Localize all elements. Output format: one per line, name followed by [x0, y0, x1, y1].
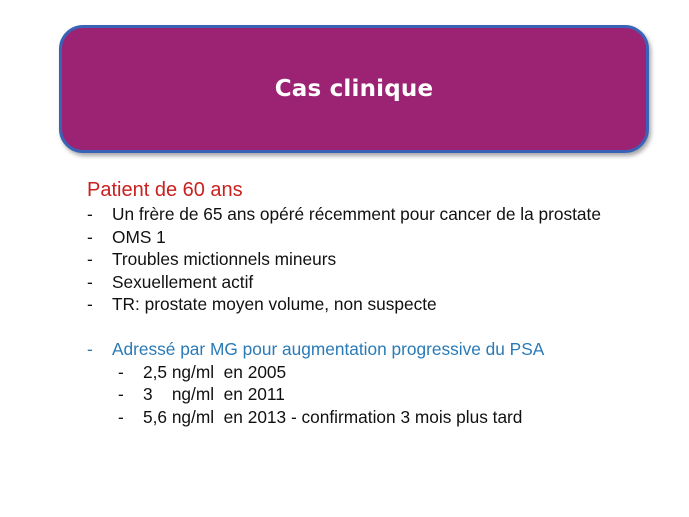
- list-item: - TR: prostate moyen volume, non suspecte: [87, 294, 437, 315]
- title-box: [59, 25, 649, 153]
- psa-value-item: - 5,6 ng/ml en 2013 - confirmation 3 mois plus tard: [118, 406, 523, 427]
- list-item: - OMS 1: [87, 226, 166, 247]
- psa-value-item: - 3 ng/ml en 2011: [118, 384, 285, 405]
- dash-bullet-icon: -: [87, 294, 93, 315]
- slide-title: Cas clinique: [274, 76, 434, 102]
- dash-bullet-icon: -: [118, 406, 124, 427]
- list-item: - Troubles mictionnels mineurs: [87, 249, 337, 270]
- dash-bullet-icon: -: [87, 226, 93, 247]
- dash-bullet-icon: -: [118, 384, 124, 405]
- dash-bullet-icon: -: [87, 338, 93, 359]
- psa-value-item: - 2,5 ng/ml en 2005: [118, 361, 287, 382]
- slide-content: [87, 178, 667, 428]
- psa-values-list: [87, 361, 667, 429]
- dash-bullet-icon: -: [118, 361, 124, 382]
- dash-bullet-icon: -: [87, 249, 93, 270]
- psa-list-item: - Adressé par MG pour augmentation progressive du PSA: [87, 338, 545, 359]
- list-item: - Sexuellement actif: [87, 271, 254, 292]
- dash-bullet-icon: -: [87, 204, 93, 224]
- list-item: - Un frère de 65 ans opéré récemment pour cancer de la prostate: [87, 204, 601, 224]
- patient-heading: Patient de 60 ans: [87, 179, 243, 201]
- dash-bullet-icon: -: [87, 271, 93, 292]
- clinical-list: [87, 203, 667, 361]
